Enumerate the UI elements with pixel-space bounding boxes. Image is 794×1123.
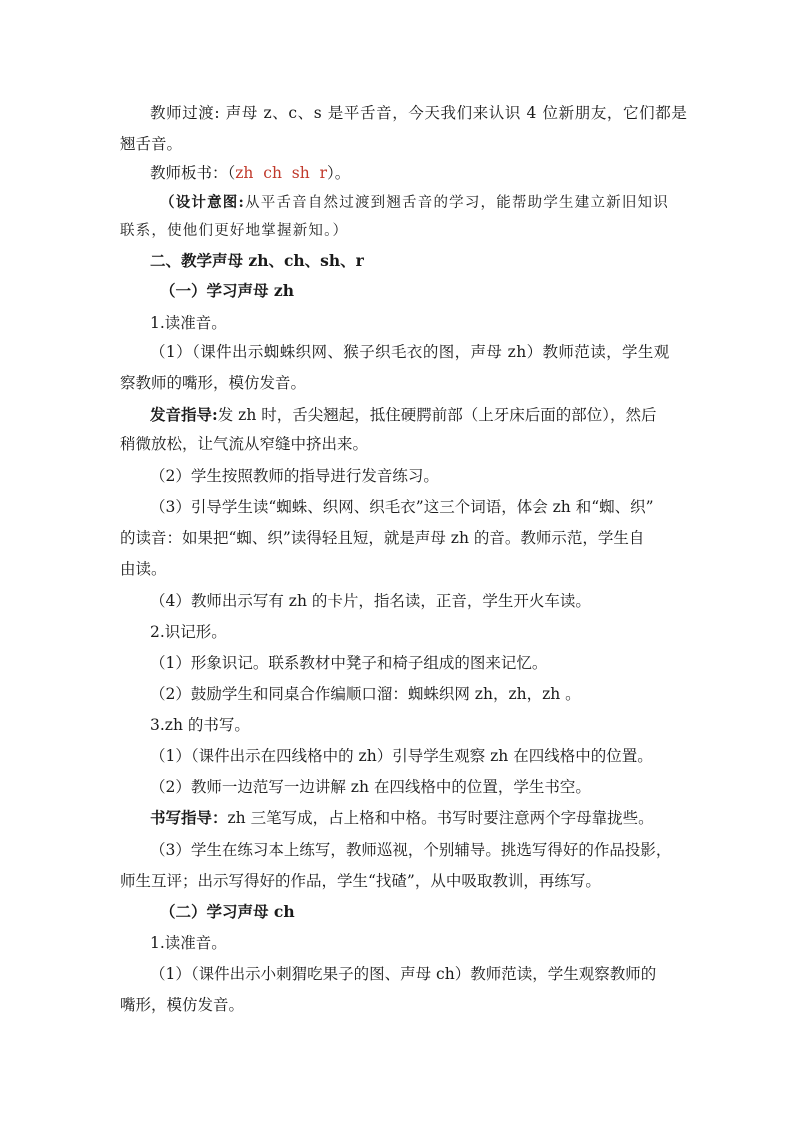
paragraph-line: （4）教师出示写有 zh 的卡片，指名读，正音，学生开火车读。 — [150, 592, 591, 610]
design-intent-line — [160, 193, 669, 213]
board-writing-label: 教师板书：（ — [150, 164, 236, 182]
subsection-heading: （二）学习声母 ch — [160, 902, 295, 921]
paragraph-line: （3）学生在练习本上练写，教师巡视，个别辅导。挑选写得好的作品投影， — [150, 841, 672, 859]
paragraph-line: （1）（课件出示小刺猬吃果子的图、声母 ch）教师范读，学生观察教师的 — [150, 965, 657, 983]
writing-guide-label: 书写指导： — [150, 808, 228, 827]
paragraph-line: （1）（课件出示蜘蛛织网、猴子织毛衣的图，声母 zh）教师范读，学生观 — [150, 343, 670, 361]
paragraph-line: 教师过渡: 声母 z、c、s 是平舌音，今天我们来认识 4 位新朋友，它们都是 — [150, 104, 688, 122]
pronunciation-guide-text: 发 zh 时，舌尖翘起，抵住硬腭前部（上牙床后面的部位），然后 — [217, 406, 657, 424]
paragraph-line: （2）学生按照教师的指导进行发音练习。 — [150, 467, 439, 485]
board-writing-line — [150, 163, 350, 183]
paragraph-line: 1.读准音。 — [150, 934, 227, 952]
paragraph-line: 察教师的嘴形，模仿发音。 — [120, 374, 307, 392]
section-heading: 二、教学声母 zh、ch、sh、r — [150, 251, 364, 270]
paragraph-line: 的读音：如果把“蜘、织”读得轻且短，就是声母 zh 的音。教师示范，学生自 — [120, 529, 645, 547]
pronunciation-guide-line — [150, 405, 657, 425]
paragraph-line: （3）引导学生读“蜘蛛、织网、织毛衣”这三个词语，体会 zh 和“蜘、织” — [150, 498, 654, 516]
design-intent-label: （设计意图: — [160, 194, 246, 211]
design-intent-text: 从平舌音自然过渡到翘舌音的学习，能帮助学生建立新旧知识 — [245, 195, 669, 211]
paragraph-line: （1）形象识记。联系教材中凳子和椅子组成的图来记忆。 — [150, 654, 548, 672]
paragraph-line: 1.读准音。 — [150, 314, 227, 332]
writing-guide-line — [150, 808, 654, 828]
paragraph-line: （2）教师一边范写一边讲解 zh 在四线格中的位置，学生书空。 — [150, 778, 591, 796]
paragraph-line: 嘴形，模仿发音。 — [120, 996, 245, 1014]
board-writing-close: ）。 — [327, 164, 351, 182]
paragraph-line: 师生互评；出示写得好的作品，学生“找碴”，从中吸取教训，再练写。 — [120, 872, 601, 890]
design-intent-line: 联系，使他们更好地掌握新知。） — [120, 223, 349, 239]
paragraph-line: 由读。 — [120, 560, 167, 578]
writing-guide-text: zh 三笔写成，占上格和中格。书写时要注意两个字母靠拢些。 — [227, 809, 654, 827]
paragraph-line: （2）鼓励学生和同桌合作编顺口溜：蜘蛛织网 zh，zh，zh 。 — [150, 685, 581, 703]
initials-red: zh ch sh r — [235, 164, 327, 182]
pronunciation-guide-label: 发音指导: — [150, 405, 218, 424]
paragraph-line: （1）（课件出示在四线格中的 zh）引导学生观察 zh 在四线格中的位置。 — [150, 747, 653, 765]
paragraph-line: 稍微放松，让气流从窄缝中挤出来。 — [120, 435, 369, 453]
subsection-heading: （一）学习声母 zh — [160, 281, 294, 300]
paragraph-line: 2.识记形。 — [150, 623, 227, 641]
paragraph-line: 3.zh 的书写。 — [150, 716, 250, 734]
paragraph-line: 翘舌音。 — [120, 135, 183, 153]
